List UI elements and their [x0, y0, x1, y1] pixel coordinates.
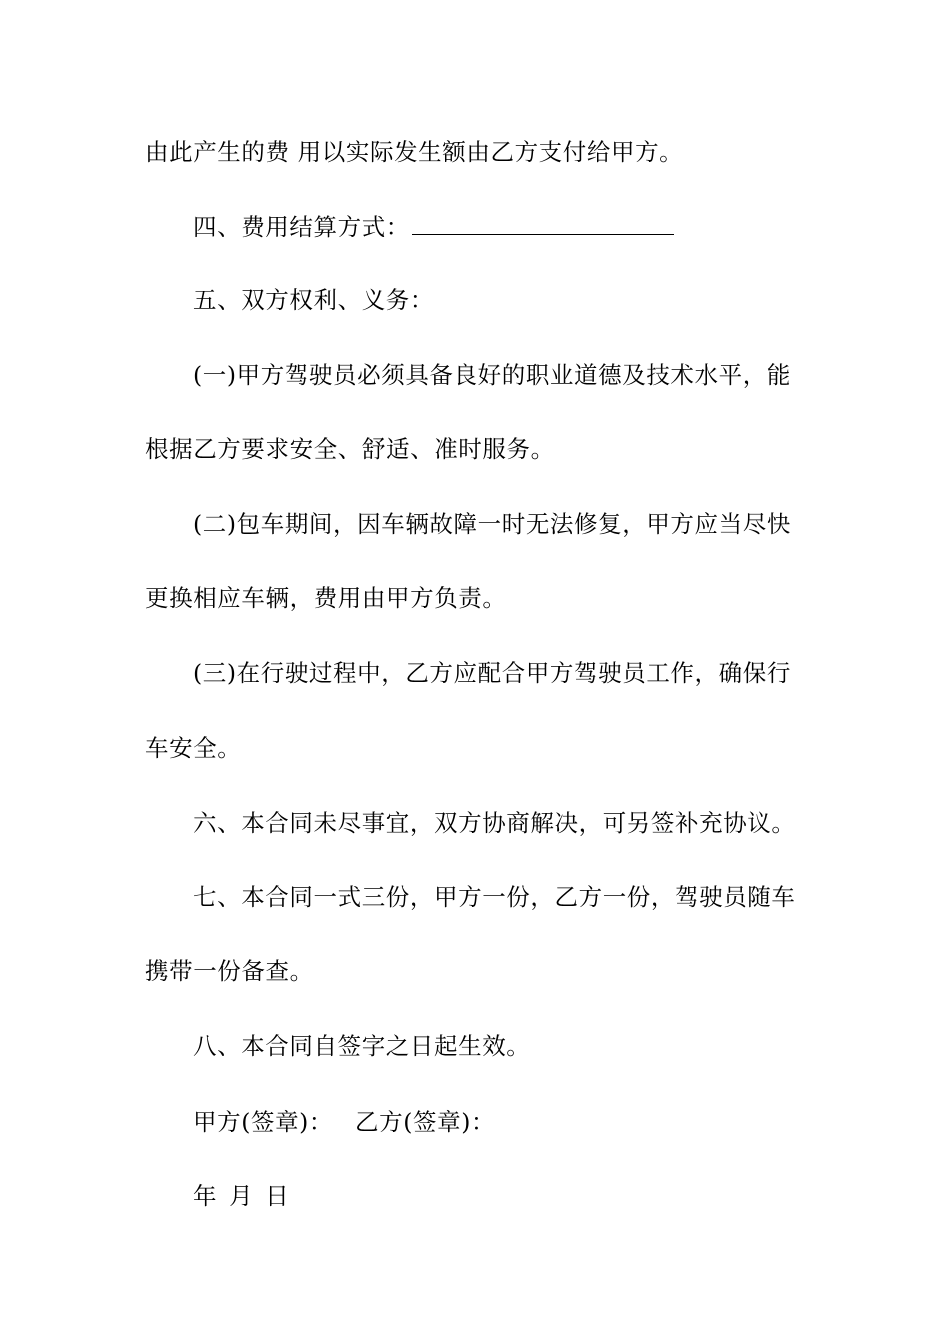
paragraph-line: 根据乙方要求安全、舒适、准时服务。: [145, 435, 555, 463]
party-a-signature-label: 甲方(签章)：: [193, 1108, 334, 1136]
paragraph-line: 八、本合同自签字之日起生效。: [193, 1032, 531, 1060]
date-line: [193, 1181, 810, 1211]
paragraph-line: (三)在行驶过程中，乙方应配合甲方驾驶员工作，确保行: [193, 659, 791, 687]
paragraph-line: (二)包车期间，因车辆故障一时无法修复，甲方应当尽快: [193, 510, 791, 538]
signature-line: [193, 1107, 810, 1137]
party-b-signature-label: 乙方(签章)：: [355, 1108, 496, 1136]
paragraph-line: 由此产生的费 用以实际发生额由乙方支付给甲方。: [145, 138, 684, 166]
date-year-label: 年: [193, 1182, 218, 1210]
payment-method-line: [193, 212, 810, 242]
paragraph-line: (一)甲方驾驶员必须具备良好的职业道德及技术水平，能: [193, 361, 791, 389]
date-day-label: 日: [265, 1182, 290, 1210]
paragraph-line: 七、本合同一式三份，甲方一份，乙方一份，驾驶员随车: [193, 883, 796, 911]
payment-method-label: 四、费用结算方式：: [193, 213, 410, 241]
paragraph-line: 六、本合同未尽事宜，双方协商解决，可另签补充协议。: [193, 809, 796, 837]
paragraph-line: 携带一份备查。: [145, 957, 314, 985]
paragraph-line: 更换相应车辆，费用由甲方负责。: [145, 584, 507, 612]
section-heading: 五、双方权利、义务：: [193, 286, 434, 314]
date-month-label: 月: [229, 1182, 254, 1210]
paragraph-line: 车安全。: [145, 734, 242, 762]
payment-method-blank: [412, 216, 674, 235]
